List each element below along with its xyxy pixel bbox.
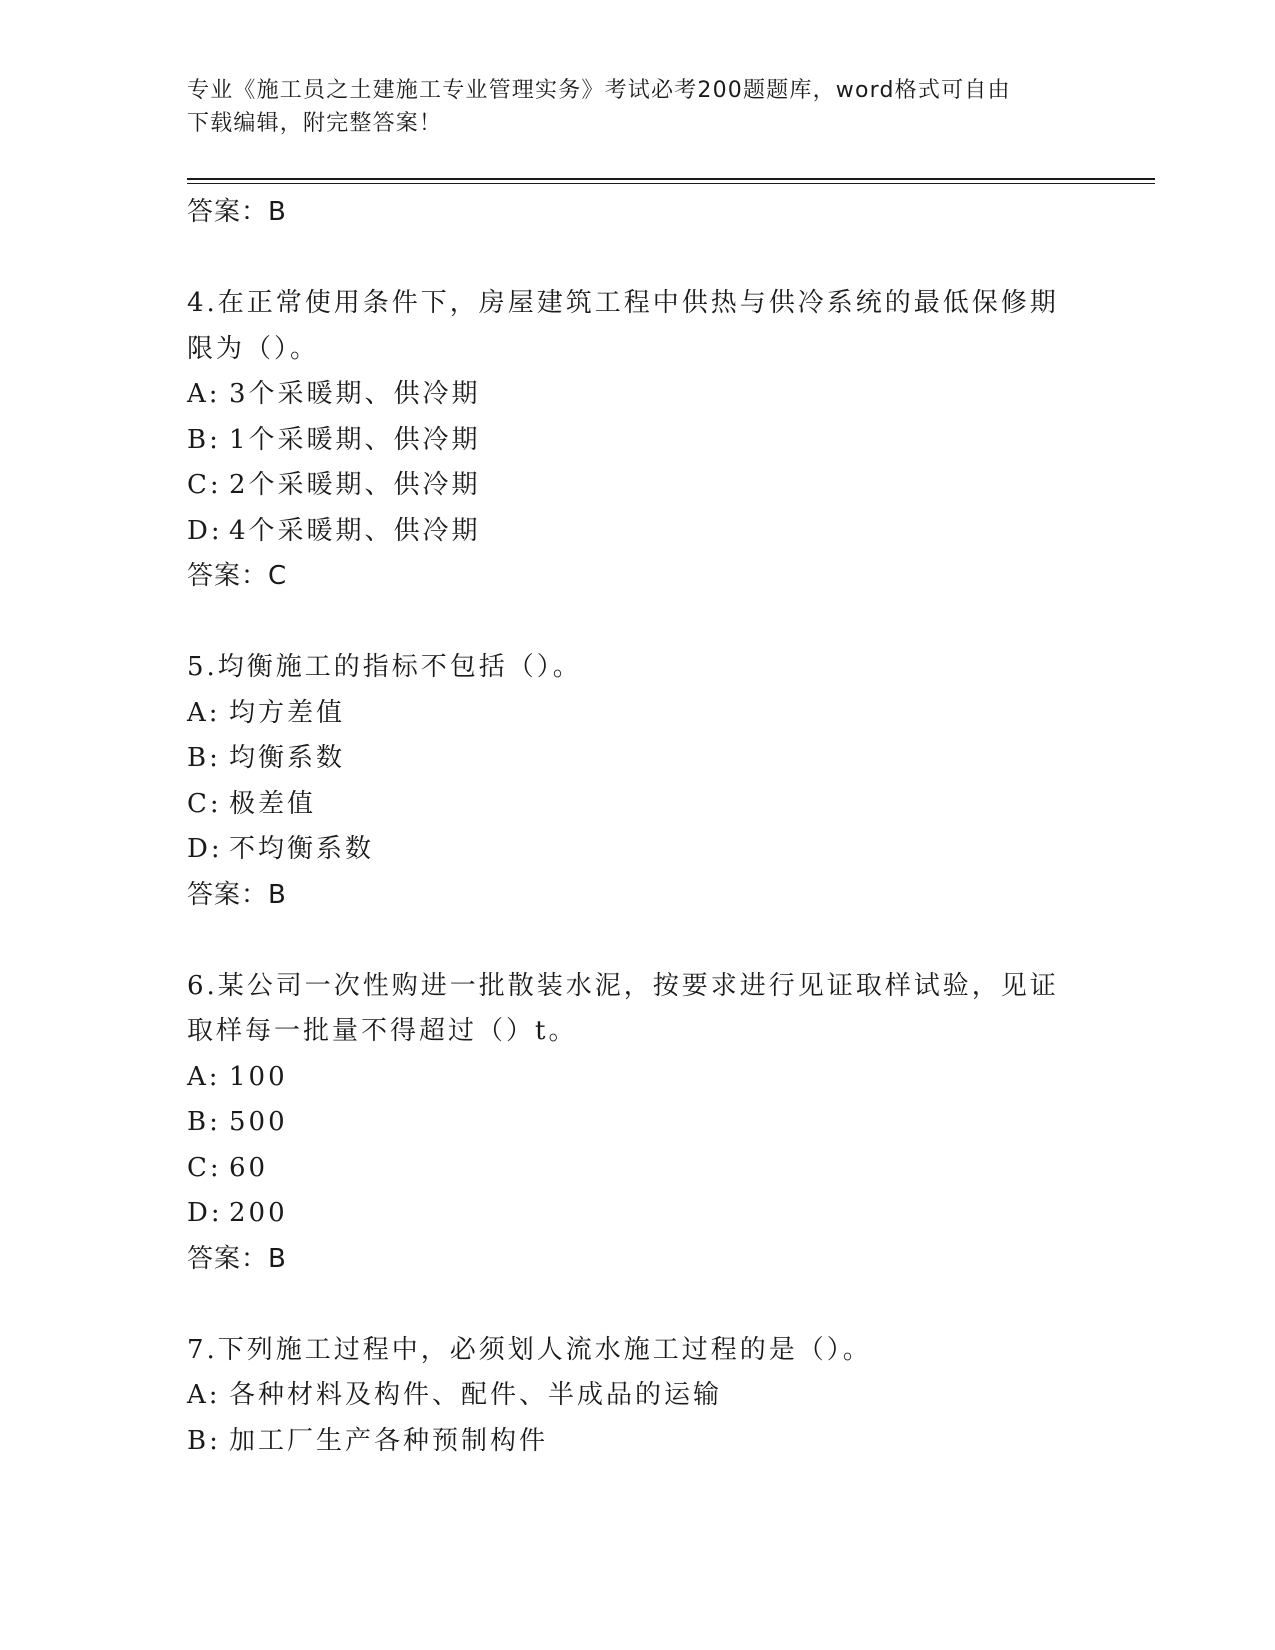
option-d	[187, 509, 1087, 555]
option-text: 4个采暖期、供冷期	[229, 515, 481, 546]
option-text: 500	[229, 1107, 288, 1137]
option-text: 不均衡系数	[229, 834, 375, 864]
option-b	[187, 418, 1087, 464]
option-label: A:	[187, 697, 221, 728]
option-label: D:	[187, 834, 223, 864]
option-c	[187, 1146, 1087, 1192]
answer-line: 答案：B	[187, 879, 287, 910]
answer-line: 答案：B	[187, 1243, 287, 1274]
option-label: B:	[187, 743, 221, 773]
option-text: 200	[229, 1198, 288, 1228]
question-text-line: 7.下列施工过程中，必须划人流水施工过程的是（）。	[187, 1334, 872, 1365]
option-b	[187, 1100, 1087, 1146]
option-text: 2个采暖期、供冷期	[229, 470, 481, 500]
spacer	[187, 1281, 1087, 1328]
option-text: 各种材料及构件、配件、半成品的运输	[229, 1380, 723, 1410]
question-text-line: 限为（）。	[187, 333, 320, 364]
question-text	[187, 645, 1087, 691]
option-label: D:	[187, 1198, 223, 1228]
option-label: A:	[187, 1061, 221, 1092]
option-label: D:	[187, 515, 223, 546]
option-b	[187, 736, 1087, 782]
question-text	[187, 281, 1087, 372]
option-text: 100	[229, 1061, 288, 1092]
question-text	[187, 1328, 1087, 1374]
option-label: C:	[187, 470, 222, 500]
option-a	[187, 691, 1087, 737]
question-block	[187, 645, 1087, 917]
option-a	[187, 1055, 1087, 1101]
header-line-1: 专业《施工员之土建施工专业管理实务》考试必考200题题库，word格式可自由	[187, 78, 1011, 103]
option-label: A:	[187, 379, 221, 409]
header-divider-thick	[187, 178, 1155, 180]
question-text-line: 5.均衡施工的指标不包括（）。	[187, 652, 582, 682]
spacer	[187, 598, 1087, 645]
option-c	[187, 782, 1087, 828]
question-text-line: 6.某公司一次性购进一批散装水泥，按要求进行见证取样试验，见证	[187, 970, 1059, 1001]
option-a	[187, 372, 1087, 418]
question-block	[187, 1328, 1087, 1465]
header-divider-thin	[187, 183, 1155, 184]
option-text: 极差值	[229, 788, 317, 819]
option-text: 均方差值	[229, 697, 346, 728]
question-text-line: 4.在正常使用条件下，房屋建筑工程中供热与供冷系统的最低保修期	[187, 288, 1059, 318]
option-label: B:	[187, 1425, 221, 1456]
option-text: 1个采暖期、供冷期	[229, 424, 481, 455]
option-label: B:	[187, 1107, 221, 1137]
spacer	[187, 917, 1087, 964]
option-label: C:	[187, 788, 222, 819]
question-text	[187, 964, 1087, 1055]
option-d	[187, 1191, 1087, 1237]
spacer	[187, 234, 1087, 281]
option-c	[187, 463, 1087, 509]
option-label: A:	[187, 1380, 221, 1410]
question-text-line: 取样每一批量不得超过（）t。	[187, 1016, 578, 1046]
option-text: 加工厂生产各种预制构件	[229, 1425, 549, 1456]
option-a	[187, 1373, 1087, 1419]
option-label: B:	[187, 424, 221, 455]
question-block	[187, 964, 1087, 1281]
option-b	[187, 1419, 1087, 1465]
header-line-2: 下载编辑，附完整答案！	[187, 111, 443, 136]
document-header	[187, 74, 1087, 140]
option-label: C:	[187, 1152, 222, 1183]
option-d	[187, 827, 1087, 873]
option-text: 60	[229, 1152, 269, 1183]
question-list	[187, 190, 1087, 1464]
answer-line: 答案：B	[187, 197, 287, 227]
option-text: 均衡系数	[229, 743, 346, 773]
option-text: 3个采暖期、供冷期	[229, 379, 481, 409]
answer-line: 答案：C	[187, 561, 288, 591]
question-block	[187, 281, 1087, 598]
